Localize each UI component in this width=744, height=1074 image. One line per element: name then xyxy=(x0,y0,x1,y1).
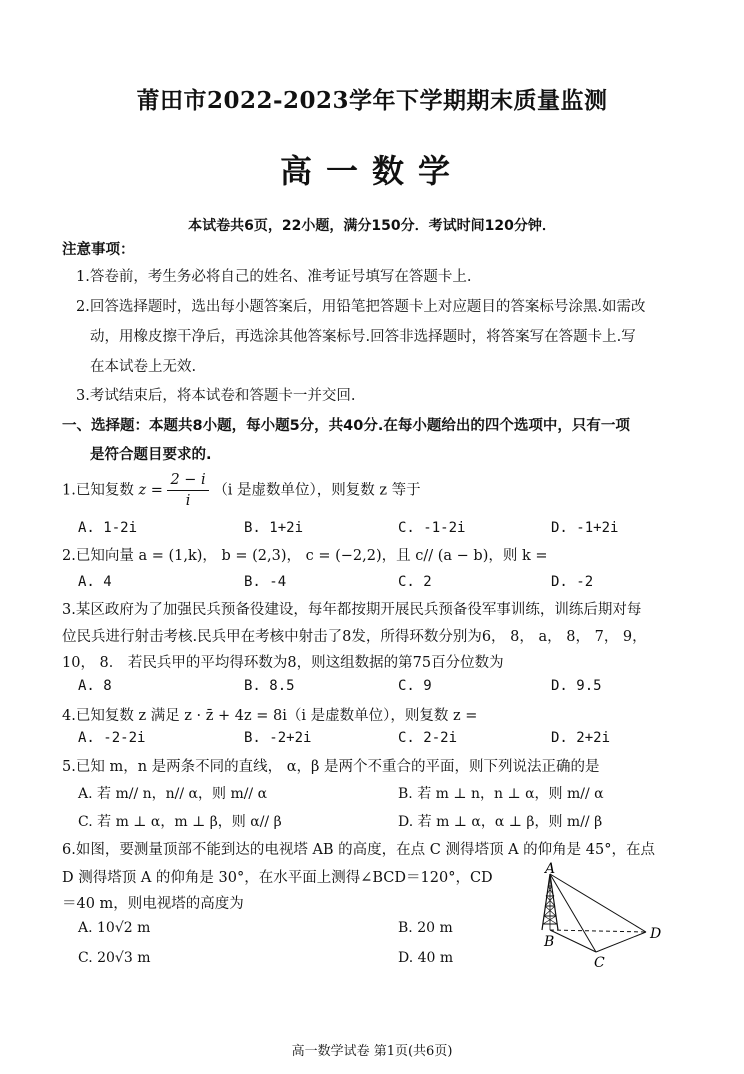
subject-title: 高一数学 xyxy=(279,152,464,190)
q1-var: z = xyxy=(138,482,163,499)
q1-option-a: A. 1-2i xyxy=(78,520,138,536)
q5-option-b: B. 若 m ⊥ n，n ⊥ α，则 m// α xyxy=(398,786,604,802)
q2-option-c: C. 2 xyxy=(398,574,432,590)
note-item: 3.考试结束后，将本试卷和答题卡一并交回. xyxy=(76,388,356,404)
question-5: 5.已知 m，n 是两条不同的直线， α，β 是两个不重合的平面，则下列说法正确的是 xyxy=(62,759,600,775)
q4-option-d: D. 2+2i xyxy=(551,730,611,746)
q5-option-c: C. 若 m ⊥ α，m ⊥ β，则 α// β xyxy=(78,814,282,830)
figure-label-c: C xyxy=(594,955,605,971)
q5-option-a: A. 若 m// n，n// α，则 m// α xyxy=(78,786,268,802)
q1-option-d: D. -1+2i xyxy=(551,520,619,536)
note-item: 2.回答选择题时，选出每小题答案后，用铅笔把答题卡上对应题目的答案标号涂黑.如需改 xyxy=(76,299,646,315)
q5-option-d: D. 若 m ⊥ α，α ⊥ β，则 m// β xyxy=(398,814,603,830)
q1-numerator: 2 − i xyxy=(167,470,208,491)
q6-option-b: B. 20 m xyxy=(398,920,453,936)
exam-info: 本试卷共6页，22小题，满分150分．考试时间120分钟． xyxy=(188,218,556,234)
q1-denominator: i xyxy=(185,493,191,509)
note-item: 1.答卷前，考生务必将自己的姓名、准考证号填写在答题卡上. xyxy=(76,269,472,285)
q1-fraction xyxy=(167,470,208,511)
question-1 xyxy=(62,470,421,511)
q3-option-a: A. 8 xyxy=(78,678,112,694)
q4-option-b: B. -2+2i xyxy=(244,730,312,746)
q2-option-b: B. -4 xyxy=(244,574,287,590)
exam-title: 莆田市2022-2023学年下学期期末质量监测 xyxy=(136,87,608,114)
q2-option-d: D. -2 xyxy=(551,574,594,590)
q6-option-d: D. 40 m xyxy=(398,950,454,966)
question-6-line: ＝40 m，则电视塔的高度为 xyxy=(62,896,244,912)
notes-heading: 注意事项： xyxy=(62,242,135,258)
question-3-line: 3.某区政府为了加强民兵预备役建设，每年都按期开展民兵预备役军事训练，训练后期对每 xyxy=(62,602,642,618)
question-4: 4.已知复数 z 满足 z · z̄ + 4z = 8i（i 是虚数单位），则复数 z = xyxy=(62,708,478,724)
figure-label-d: D xyxy=(650,926,662,942)
note-item: 在本试卷上无效. xyxy=(90,359,197,375)
question-3-line: 位民兵进行射击考核.民兵甲在考核中射击了8发，所得环数分别为6， 8， a， 8， 7， 9， xyxy=(62,629,647,645)
q4-option-c: C. 2-2i xyxy=(398,730,458,746)
question-6-line: D 测得塔顶 A 的仰角是 30°，在水平面上测得∠BCD＝120°，CD xyxy=(62,870,493,886)
question-6-line: 6.如图，要测量顶部不能到达的电视塔 AB 的高度，在点 C 测得塔顶 A 的仰角是 45°，在点 xyxy=(62,842,655,858)
q3-option-d: D. 9.5 xyxy=(551,678,602,694)
q2-option-a: A. 4 xyxy=(78,574,112,590)
note-item: 动，用橡皮擦干净后，再选涂其他答案标号.回答非选择题时，将答案写在答题卡上.写 xyxy=(90,329,636,345)
q4-option-a: A. -2-2i xyxy=(78,730,146,746)
question-2: 2.已知向量 a = (1,k)， b = (2,3)， c = (−2,2)，且 c// (a − b)，则 k = xyxy=(62,548,548,564)
q3-option-b: B. 8.5 xyxy=(244,678,295,694)
question-3-line: 10， 8． 若民兵甲的平均得环数为8，则这组数据的第75百分位数为 xyxy=(62,655,504,671)
q6-option-a: A. 10√2 m xyxy=(78,920,151,936)
q1-suffix: （i 是虚数单位），则复数 z 等于 xyxy=(213,482,421,499)
section-heading-cont: 是符合题目要求的. xyxy=(90,447,212,463)
q3-option-c: C. 9 xyxy=(398,678,432,694)
page-footer: 高一数学试卷 第1页(共6页) xyxy=(291,1044,453,1059)
figure-label-a: A xyxy=(545,862,556,877)
q1-option-b: B. 1+2i xyxy=(244,520,304,536)
figure-label-b: B xyxy=(544,934,555,950)
q1-option-c: C. -1-2i xyxy=(398,520,466,536)
q6-option-c: C. 20√3 m xyxy=(78,950,151,966)
q1-prefix: 1.已知复数 xyxy=(62,482,134,499)
tower-figure xyxy=(528,862,678,972)
section-heading: 一、选择题：本题共8小题，每小题5分，共40分.在每小题给出的四个选项中，只有一项 xyxy=(62,418,630,434)
